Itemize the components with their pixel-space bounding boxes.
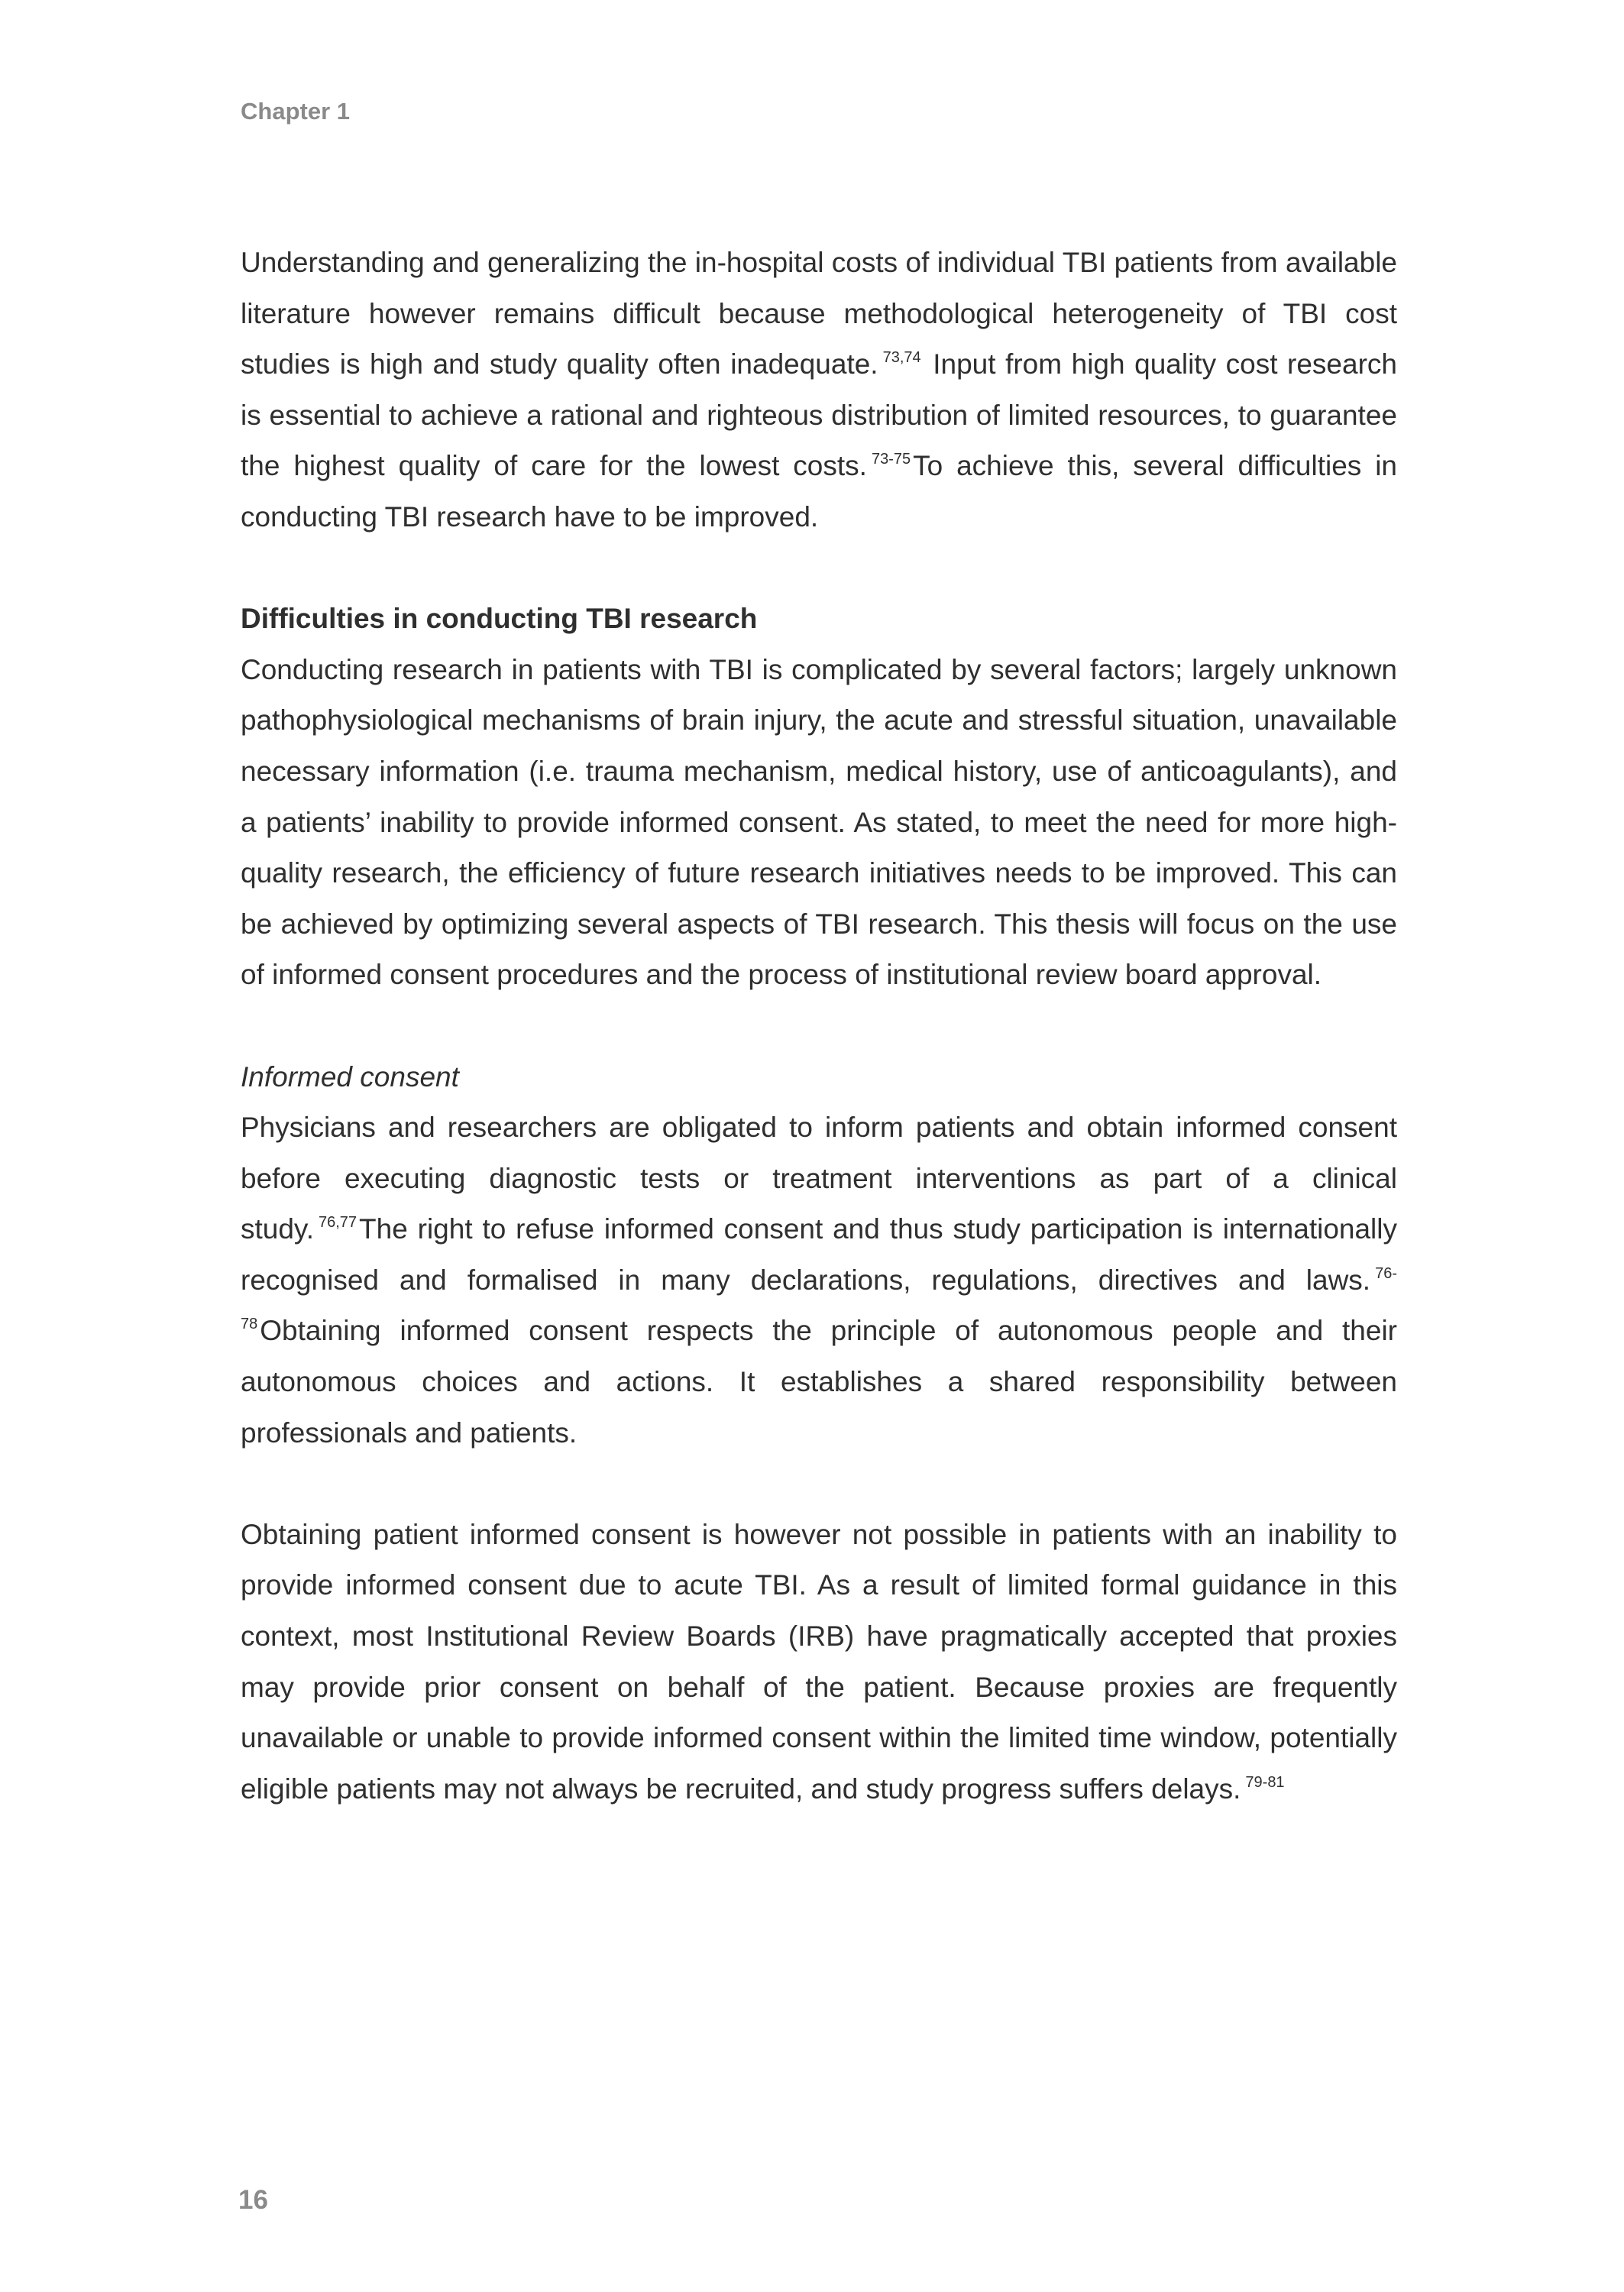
paragraph-spacer: [241, 1458, 1397, 1510]
paragraph-informed-consent: [241, 1102, 1397, 1458]
paragraph-costs: [241, 238, 1397, 543]
body-text: [241, 238, 1397, 1814]
running-head: Chapter 1: [241, 98, 350, 125]
paragraph-costs-text-3: To achieve this, several difficulties in conducting TBI research have to be improved.: [241, 450, 1397, 533]
citation-ref: 76,77: [318, 1214, 357, 1232]
paragraph-informed-consent-text-2: The right to refuse informed consent and thus study participation is internationally recognised and formalised in many declarations, regulations, directives and laws.: [241, 1213, 1397, 1296]
paragraph-spacer: [241, 543, 1397, 594]
paragraph-informed-consent-text-1: Physicians and researchers are obligated to inform patients and obtain informed consent before executing diagnostic tests or treatment interventions as part of a clinical study.: [241, 1112, 1397, 1245]
paragraph-difficulties: Conducting research in patients with TBI is complicated by several factors; largely unknown pathophysiological mechanisms of brain injury, the acute and stressful situation, unavailable necessary information (i.e. trauma mechanism, medical history, use of anticoagulants), and a patients’ inability to provide informed consent. As stated, to meet the need for more high-quality research, the efficiency of future research initiatives needs to be improved. This can be achieved by optimizing several aspects of TBI research. This thesis will focus on the use of informed consent procedures and the process of institutional review board approval.: [241, 653, 1397, 991]
paragraph-costs-text-1: Understanding and generalizing the in-hospital costs of individual TBI patients from available literature however remains difficult because methodological heterogeneity of TBI cost studies is high and study quality often inadequate.: [241, 247, 1397, 380]
page-number: 16: [238, 2185, 268, 2215]
citation-ref: 73-75: [871, 451, 911, 468]
paragraph-spacer: [241, 1001, 1397, 1052]
paragraph-proxy-consent-text: Obtaining patient informed consent is however not possible in patients with an inability to provide informed consent due to acute TBI. As a result of limited formal guidance in this context, most Institutional Review Boards (IRB) have pragmatically accepted that proxies may provide prior consent on behalf of the patient. Because proxies are frequently unavailable or unable to provide informed consent within the limited time window, potentially eligible patients may not always be recruited, and study progress suffers delays.: [241, 1518, 1397, 1805]
subsection-heading-informed-consent: Informed consent: [241, 1060, 459, 1093]
citation-ref: 76-78: [241, 1264, 1397, 1333]
citation-ref: 73,74: [882, 349, 921, 367]
paragraph-informed-consent-text-3: Obtaining informed consent respects the principle of autonomous people and their autonomous choices and actions. It establishes a shared responsibility between professionals and patients.: [241, 1315, 1397, 1449]
citation-ref: 79-81: [1245, 1773, 1285, 1791]
paragraph-costs-text-2: Input from high quality cost research is essential to achieve a rational and righteous distribution of limited resources, to guarantee the highest quality of care for the lowest costs.: [241, 348, 1397, 482]
paragraph-proxy-consent: [241, 1510, 1397, 1815]
section-heading-difficulties: Difficulties in conducting TBI research: [241, 603, 758, 635]
